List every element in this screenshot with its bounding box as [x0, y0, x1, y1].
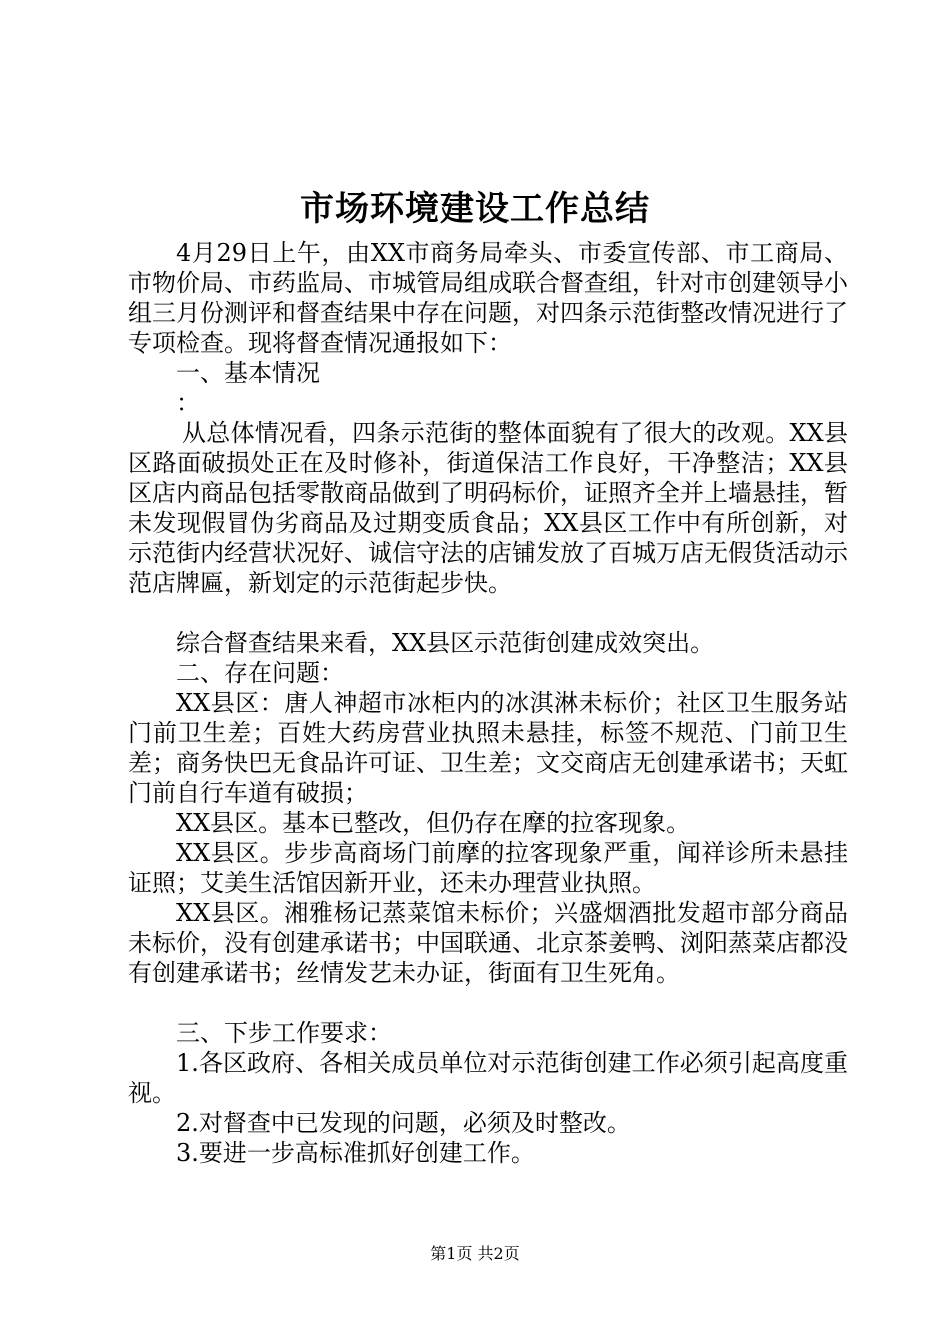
section3-item: 3.要进一步高标准抓好创建工作。 [176, 1139, 535, 1167]
document-body [128, 238, 848, 1168]
page-indicator: 第1页 共2页 [430, 1244, 520, 1263]
section3-heading: 三、下步工作要求： [176, 1019, 392, 1047]
section3-item: 2.对督查中已发现的问题，必须及时整改。 [176, 1109, 631, 1137]
document-title: 市场环境建设工作总结 [300, 189, 650, 229]
section3-item: 1.各区政府、各相关成员单位对示范街创建工作必须引起高度重视。 [128, 1049, 848, 1107]
intro-paragraph: 4月29日上午，由XX市商务局牵头、市委宣传部、市工商局、市物价局、市药监局、市城管局组成联合督查组，针对市创建领导小组三月份测评和督查结果中存在问题，对四条示范街整改情况进行了专项检查。现将督查情况通报如下： [128, 239, 848, 357]
section2-item: XX县区。基本已整改，但仍存在摩的拉客现象。 [176, 809, 691, 837]
section2-item: XX县区。步步高商场门前摩的拉客现象严重，闻祥诊所未悬挂证照；艾美生活馆因新开业，还未办理营业执照。 [128, 839, 848, 897]
section2-item: XX县区：唐人神超市冰柜内的冰淇淋未标价；社区卫生服务站门前卫生差；百姓大药房营业执照未悬挂，标签不规范、门前卫生差；商务快巴无食品许可证、卫生差；文交商店无创建承诺书；天虹门前自行车道有破损； [128, 689, 848, 807]
section2-item: XX县区。湘雅杨记蒸菜馆未标价；兴盛烟酒批发超市部分商品未标价，没有创建承诺书；中国联通、北京茶姜鸭、浏阳蒸菜店都没有创建承诺书；丝情发艺未办证，街面有卫生死角。 [128, 899, 848, 987]
section1-paragraph: 从总体情况看，四条示范街的整体面貌有了很大的改观。XX县区路面破损处正在及时修补，街道保洁工作良好，干净整洁；XX县区店内商品包括零散商品做到了明码标价，证照齐全并上墙悬挂，暂未发现假冒伪劣商品及过期变质食品；XX县区工作中有所创新，对示范街内经营状况好、诚信守法的店铺发放了百城万店无假货活动示范店牌匾，新划定的示范街起步快。 [128, 419, 848, 597]
section1-heading: 一、基本情况 [176, 359, 320, 387]
section1-colon: ： [176, 389, 200, 417]
section1-summary: 综合督查结果来看，XX县区示范街创建成效突出。 [176, 629, 715, 657]
section2-heading: 二、存在问题： [176, 659, 344, 687]
